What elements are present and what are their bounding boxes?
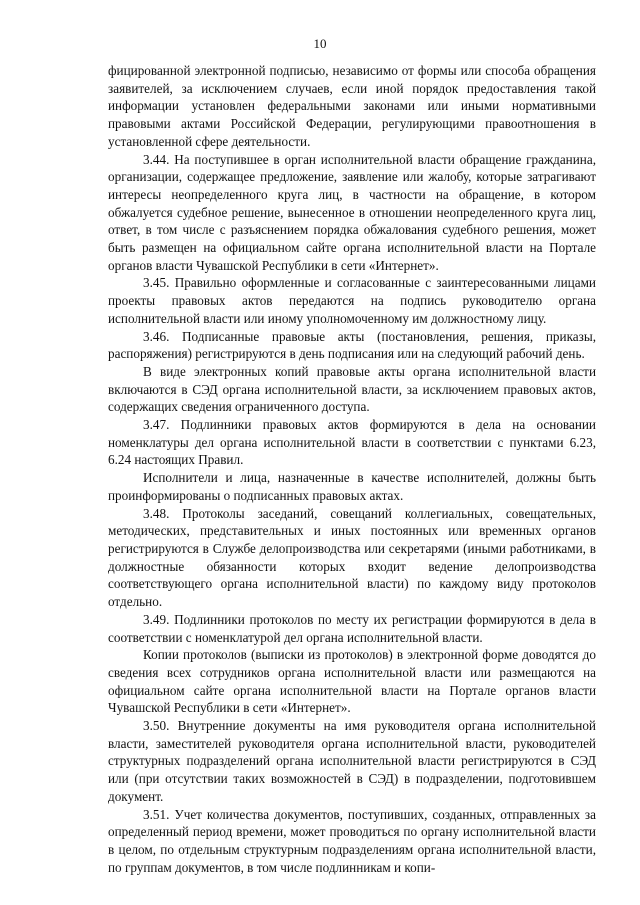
paragraph-3-48: 3.48. Протоколы заседаний, совещаний коллегиальных, совещательных, методических, представительных и иных постоянных или временных органов регистрируются в Службе делопроизводства или секретарями (иными работниками, в должностные обязанности которых входит ведение делопроизводства соответствующего органа исполнительной власти) по каждому виду протоколов отдельно. — [108, 505, 596, 610]
paragraph-3-46: 3.46. Подписанные правовые акты (постановления, решения, приказы, распоряжения) регистрируются в день подписания или на следующий рабочий день. — [108, 328, 596, 362]
paragraph-3-47: 3.47. Подлинники правовых актов формируются в дела на основании номенклатуры дел органа исполнительной власти в соответствии с пунктами 6.23, 6.24 настоящих Правил. — [108, 417, 596, 468]
paragraph-3-51: 3.51. Учет количества документов, поступивших, созданных, отправленных за определенный период времени, может проводиться по органу исполнительной власти в целом, по отдельным структурным подразделениям органа исполнительной власти, по группам документов, в том числе подлинникам и копи- — [108, 806, 596, 875]
paragraph-3-50: 3.50. Внутренние документы на имя руководителя органа исполнительной власти, заместителей руководителя органа исполнительной власти, руководителей структурных подразделений органа исполнительной власти регистрируются в СЭД или (при отсутствии таких возможностей в СЭД) в подразделении, подготовившем документ. — [108, 718, 596, 804]
paragraph-electronic-copies: В виде электронных копий правовые акты органа исполнительной власти включаются в СЭД органа исполнительной власти, за исключением правовых актов, содержащих сведения ограниченного доступа. — [108, 363, 596, 415]
paragraph-3-44: 3.44. На поступившее в орган исполнительной власти обращение гражданина, организации, содержащее предложение, заявление или жалобу, которые затрагивают интересы неопределенного круга лиц, в частности на обращение, в котором обжалуется судебное решение, вынесенное в отношении неопределенного круга лиц, ответ, в том числе с разъяснением порядка обжалования судебного решения, может быть размещен на официальном сайте органа исполнительной власти на Портале органов власти Чувашской Республики в сети «Интернет». — [108, 151, 596, 273]
page-number: 10 — [313, 36, 327, 51]
paragraph-protocol-copies: Копии протоколов (выписки из протоколов) в электронной форме доводятся до сведения всех сотрудников органа исполнительной власти или размещаются на официальном сайте органа исполнительной власти на Портале органов власти Чувашской Республики в сети «Интернет». — [108, 647, 596, 716]
paragraph-3-45: 3.45. Правильно оформленные и согласованные с заинтересованными лицами проекты правовых актов передаются на подпись руководителю органа исполнительной власти или иному уполномоченному им должностному лицу. — [108, 275, 596, 326]
paragraph-3-49: 3.49. Подлинники протоколов по месту их регистрации формируются в дела в соответствии с номенклатурой дел органа исполнительной власти. — [108, 611, 596, 645]
paragraph-continuation: фицированной электронной подписью, независимо от формы или способа обращения заявителей, за исключением случаев, если иной порядок предоставления такой информации установлен федеральными законами или иными нормативными правовыми актами Российской Федерации, регулирующими правоотношения в установленной сфере деятельности. — [108, 63, 596, 149]
document-body — [108, 62, 596, 876]
paragraph-executors: Исполнители и лица, назначенные в качестве исполнителей, должны быть проинформированы о подписанных правовых актах. — [108, 470, 596, 503]
